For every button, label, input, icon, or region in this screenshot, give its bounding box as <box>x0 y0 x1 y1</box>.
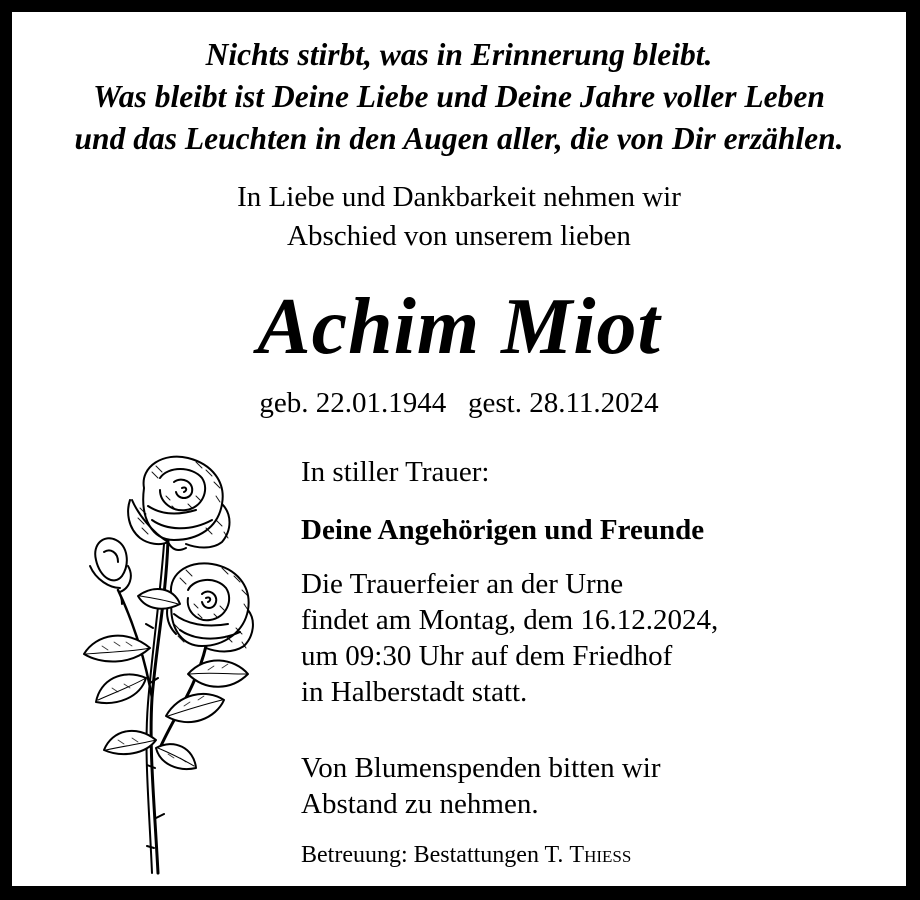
intro-line: In Liebe und Dankbarkeit nehmen wir <box>237 181 681 213</box>
intro-line: Abschied von unserem lieben <box>287 220 631 252</box>
life-dates <box>12 384 906 422</box>
motto-line: Was bleibt ist Deine Liebe und Deine Jahre voller Leben <box>93 79 825 114</box>
mourners-names: Deine Angehörigen und Freunde <box>301 514 705 546</box>
funeral-home-credit <box>301 840 718 870</box>
death-date: gest. 28.11.2024 <box>467 387 659 419</box>
intro-text <box>12 178 906 256</box>
funeral-home-label: Betreuung: Bestattungen T. <box>301 842 564 868</box>
mourners-label: In stiller Trauer: <box>301 456 490 488</box>
ceremony-line: findet am Montag, dem 16.12.2024, <box>301 604 719 636</box>
motto-line: Nichts stirbt, was in Erinnerung bleibt. <box>205 37 713 72</box>
deceased-name: Achim Miot <box>257 283 661 371</box>
ceremony-line: um 09:30 Uhr auf dem Friedhof <box>301 640 673 672</box>
flowers-note-line: Abstand zu nehmen. <box>301 788 539 820</box>
motto-line: und das Leuchten in den Augen aller, die von Dir erzählen. <box>74 121 844 156</box>
flowers-note-line: Von Blumenspenden bitten wir <box>301 752 661 784</box>
rose-illustration-icon <box>56 448 256 878</box>
ceremony-line: in Halberstadt statt. <box>301 676 528 708</box>
ceremony-line: Die Trauerfeier an der Urne <box>301 568 624 600</box>
birth-date: geb. 22.01.1944 <box>259 387 447 419</box>
notice-details <box>301 454 718 870</box>
obituary-notice <box>12 12 906 886</box>
motto-quote <box>12 34 906 160</box>
funeral-home-name: Thieß <box>569 842 632 868</box>
